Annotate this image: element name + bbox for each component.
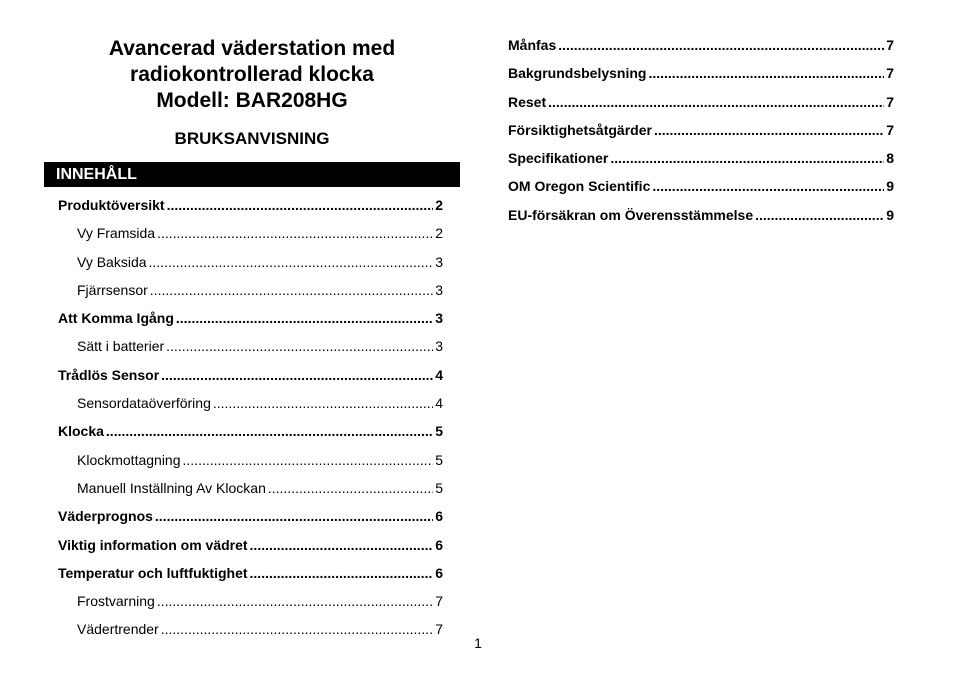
toc-leader-dots bbox=[648, 59, 884, 87]
toc-entry-page: 6 bbox=[435, 508, 443, 525]
toc-entry-page: 5 bbox=[435, 423, 443, 440]
toc-entry-label: Reset bbox=[508, 93, 547, 110]
toc-entry[interactable] bbox=[508, 172, 894, 200]
toc-entry-label: Temperatur och luftfuktighet bbox=[58, 564, 248, 581]
toc-entry[interactable] bbox=[58, 417, 443, 445]
toc-leader-dots bbox=[250, 559, 434, 587]
toc-leader-dots bbox=[157, 219, 433, 247]
toc-entry-page: 7 bbox=[886, 65, 894, 82]
toc-entry-page: 3 bbox=[435, 281, 443, 298]
page-number: 1 bbox=[474, 635, 482, 651]
toc-entry[interactable] bbox=[58, 361, 443, 389]
toc-entry-page: 4 bbox=[435, 366, 443, 383]
toc-entry-page: 6 bbox=[435, 564, 443, 581]
toc-entry-page: 6 bbox=[435, 536, 443, 553]
toc-entry-label: Väderprognos bbox=[58, 508, 153, 525]
toc-entry-label: Sätt i batterier bbox=[77, 338, 165, 355]
toc-entry-page: 2 bbox=[435, 225, 443, 242]
toc-entry-label: Vy Baksida bbox=[77, 253, 147, 270]
toc-entry-label: EU-försäkran om Överensstämmelse bbox=[508, 206, 754, 223]
toc-entry[interactable] bbox=[508, 144, 894, 172]
toc-entry[interactable] bbox=[58, 474, 443, 502]
toc-entry-label: OM Oregon Scientific bbox=[508, 178, 651, 195]
toc-entry-page: 7 bbox=[886, 37, 894, 53]
toc-leader-dots bbox=[161, 615, 433, 643]
toc-entry[interactable] bbox=[58, 219, 443, 247]
toc-leader-dots bbox=[150, 276, 433, 304]
toc-entry-label: Specifikationer bbox=[508, 150, 609, 167]
toc-entry[interactable] bbox=[58, 191, 443, 219]
toc-entry-page: 5 bbox=[435, 451, 443, 468]
toc-entry-page: 7 bbox=[435, 621, 443, 638]
toc-entry-label: Att Komma Igång bbox=[58, 310, 174, 327]
toc-entry-page: 2 bbox=[435, 197, 443, 213]
toc-entry-label: Fjärrsensor bbox=[77, 281, 148, 298]
toc-entry-page: 3 bbox=[435, 338, 443, 355]
toc-entry[interactable] bbox=[58, 304, 443, 332]
document-title bbox=[44, 36, 460, 149]
toc-leader-dots bbox=[548, 88, 884, 116]
toc-entry-page: 4 bbox=[435, 395, 443, 412]
toc-entry[interactable] bbox=[58, 389, 443, 417]
toc-entry-label: Manuell Inställning Av Klockan bbox=[77, 479, 266, 496]
title-line-2: radiokontrollerad klocka bbox=[130, 63, 374, 86]
toc-leader-dots bbox=[755, 201, 884, 229]
toc-leader-dots bbox=[161, 361, 433, 389]
toc-entry[interactable] bbox=[508, 201, 894, 229]
toc-entry[interactable] bbox=[58, 248, 443, 276]
toc-entry-label: Klocka bbox=[58, 423, 104, 440]
toc-right-column bbox=[508, 31, 894, 229]
toc-leader-dots bbox=[176, 304, 433, 332]
toc-leader-dots bbox=[183, 446, 434, 474]
toc-entry[interactable] bbox=[508, 116, 894, 144]
toc-entry-page: 3 bbox=[435, 253, 443, 270]
toc-entry[interactable] bbox=[58, 502, 443, 530]
toc-left-column bbox=[58, 191, 443, 644]
toc-entry-label: Produktöversikt bbox=[58, 197, 165, 213]
toc-entry-page: 7 bbox=[886, 121, 894, 138]
toc-header: INNEHÅLL bbox=[44, 162, 460, 187]
toc-entry-label: Sensordataöverföring bbox=[77, 395, 211, 412]
toc-entry[interactable] bbox=[58, 446, 443, 474]
toc-entry-label: Trådlös Sensor bbox=[58, 366, 160, 383]
toc-entry[interactable] bbox=[508, 59, 894, 87]
toc-entry[interactable] bbox=[58, 587, 443, 615]
title-line-1: Avancerad väderstation med bbox=[108, 37, 396, 60]
toc-entry-page: 7 bbox=[435, 593, 443, 610]
toc-leader-dots bbox=[250, 531, 434, 559]
toc-entry[interactable] bbox=[508, 88, 894, 116]
toc-leader-dots bbox=[654, 116, 884, 144]
toc-entry-label: Viktig information om vädret bbox=[58, 536, 248, 553]
toc-entry[interactable] bbox=[58, 531, 443, 559]
toc-entry-label: Bakgrundsbelysning bbox=[508, 65, 647, 82]
toc-leader-dots bbox=[213, 389, 433, 417]
toc-entry-label: Vy Framsida bbox=[77, 225, 156, 242]
toc-entry-page: 5 bbox=[435, 479, 443, 496]
toc-entry-label: Frostvarning bbox=[77, 593, 155, 610]
toc-entry-page: 7 bbox=[886, 93, 894, 110]
toc-entry[interactable] bbox=[508, 31, 894, 59]
toc-entry-label: Försiktighetsåtgärder bbox=[508, 121, 652, 138]
toc-entry[interactable] bbox=[58, 559, 443, 587]
toc-entry-page: 9 bbox=[886, 206, 894, 223]
toc-entry[interactable] bbox=[58, 615, 443, 643]
document-subtitle: BRUKSANVISNING bbox=[174, 129, 330, 148]
toc-entry[interactable] bbox=[58, 276, 443, 304]
toc-leader-dots bbox=[166, 332, 433, 360]
toc-leader-dots bbox=[652, 172, 884, 200]
toc-entry-label: Månfas bbox=[508, 37, 557, 53]
toc-entry-page: 3 bbox=[435, 310, 443, 327]
toc-leader-dots bbox=[157, 587, 433, 615]
title-line-3: Modell: BAR208HG bbox=[156, 89, 348, 112]
toc-entry-label: Klockmottagning bbox=[77, 451, 181, 468]
toc-leader-dots bbox=[610, 144, 884, 172]
toc-entry-page: 8 bbox=[886, 150, 894, 167]
toc-leader-dots bbox=[106, 417, 433, 445]
toc-leader-dots bbox=[155, 502, 433, 530]
toc-entry-label: Vädertrender bbox=[77, 621, 159, 638]
toc-entry-page: 9 bbox=[886, 178, 894, 195]
toc-leader-dots bbox=[268, 474, 433, 502]
toc-leader-dots bbox=[167, 191, 434, 219]
toc-leader-dots bbox=[558, 31, 884, 59]
toc-entry[interactable] bbox=[58, 332, 443, 360]
toc-leader-dots bbox=[149, 248, 434, 276]
